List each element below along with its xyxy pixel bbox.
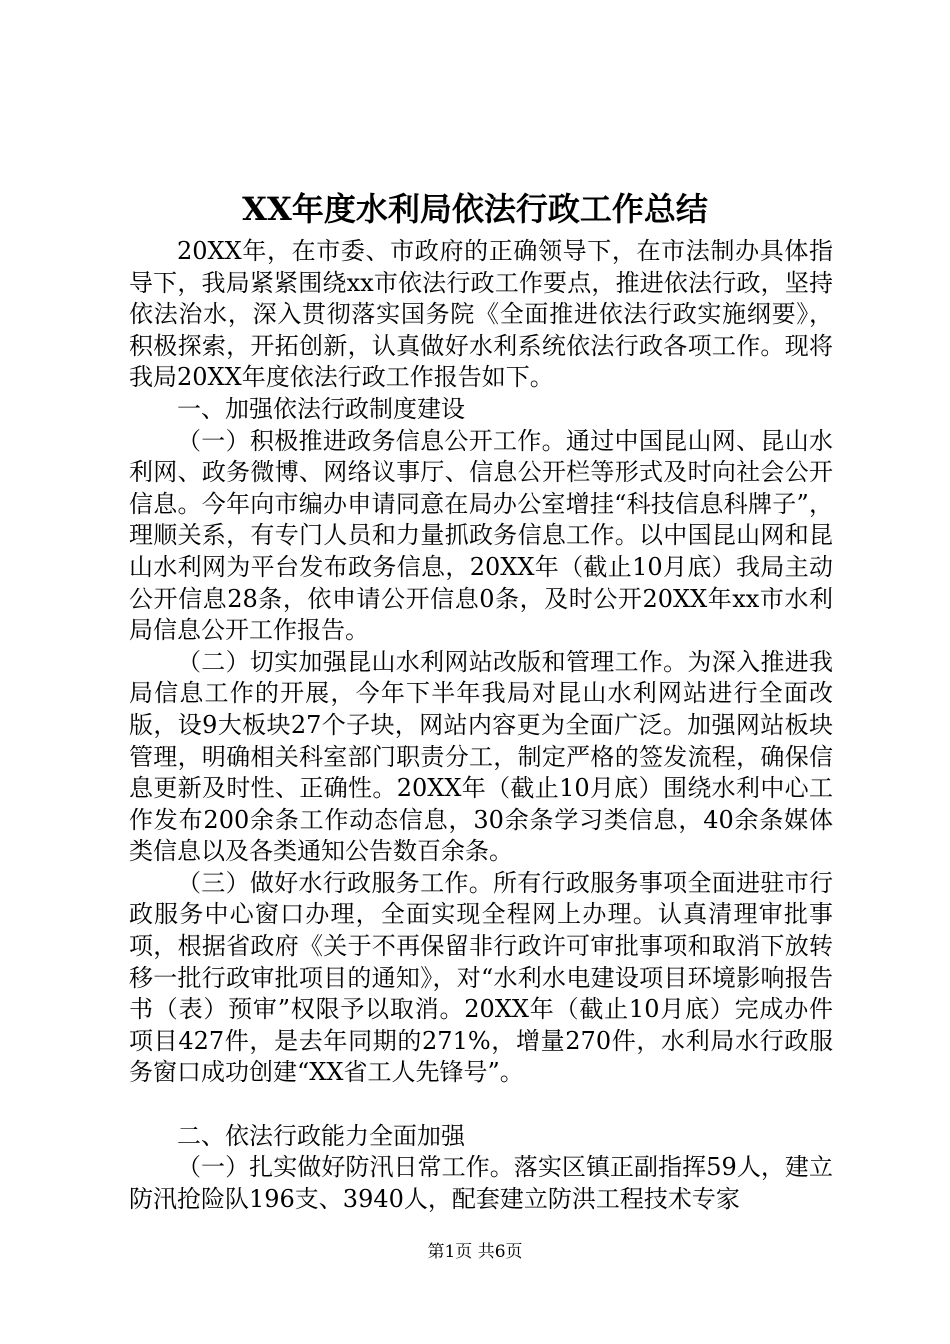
section-heading-2: 二、依法行政能力全面加强 [177, 1121, 465, 1150]
paragraph-1-1: （一）积极推进政务信息公开工作。通过中国昆山网、昆山水利网、政务微博、网络议事厅、信息公开栏等形式及时向社会公开信息。今年向市编办申请同意在局办公室增挂“科技信息科牌子”，理顺关系，有专门人员和力量抓政务信息工作。以中国昆山网和昆山水利网为平台发布政务信息，20XX年（截止10月底）我局主动公开信息28条，依申请公开信息0条，及时公开20XX年xx市水利局信息公开工作报告。 [129, 426, 833, 645]
paragraph-2-1: （一）扎实做好防汛日常工作。落实区镇正副指挥59人，建立防汛抢险队196支、3940人，配套建立防洪工程技术专家 [129, 1153, 833, 1213]
document-title: XX年度水利局依法行政工作总结 [242, 190, 708, 228]
paragraph-intro: 20XX年，在市委、市政府的正确领导下，在市法制办具体指导下，我局紧紧围绕xx市依法行政工作要点，推进依法行政，坚持依法治水，深入贯彻落实国务院《全面推进依法行政实施纲要》，积极探索，开拓创新，认真做好水利系统依法行政各项工作。现将我局20XX年度依法行政工作报告如下。 [129, 237, 833, 392]
document-body [129, 236, 833, 1215]
page-footer: 第1页 共6页 [427, 1242, 523, 1262]
paragraph-1-2: （二）切实加强昆山水利网站改版和管理工作。为深入推进我局信息工作的开展，今年下半年我局对昆山水利网站进行全面改版，设9大板块27个子块，网站内容更为全面广泛。加强网站板块管理，明确相关科室部门职责分工，制定严格的签发流程，确保信息更新及时性、正确性。20XX年（截止10月底）围绕水利中心工作发布200余条工作动态信息，30余条学习类信息，40余条媒体类信息以及各类通知公告数百余条。 [129, 647, 833, 866]
section-heading-1: 一、加强依法行政制度建设 [177, 394, 465, 423]
paragraph-1-3: （三）做好水行政服务工作。所有行政服务事项全面进驻市行政服务中心窗口办理，全面实现全程网上办理。认真清理审批事项，根据省政府《关于不再保留非行政许可审批事项和取消下放转移一批行政审批项目的通知》，对“水利水电建设项目环境影响报告书（表）预审”权限予以取消。20XX年（截止10月底）完成办件项目427件，是去年同期的271%，增量270件，水利局水行政服务窗口成功创建“XX省工人先锋号”。 [129, 868, 833, 1087]
paragraph-spacer [129, 1089, 833, 1121]
